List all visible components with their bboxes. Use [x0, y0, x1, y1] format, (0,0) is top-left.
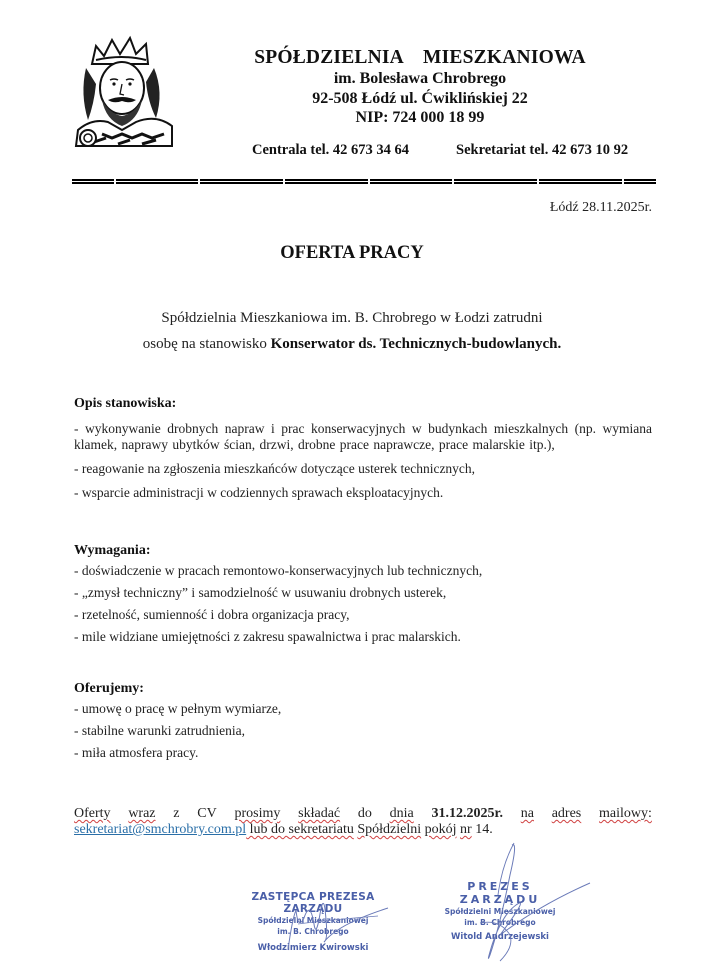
- stamp-org: Spółdzielni Mieszkaniowej: [257, 916, 369, 925]
- closing-text: 14.: [471, 822, 493, 837]
- list-item: - miła atmosfera pracy.: [74, 745, 199, 760]
- closing-word: składać: [298, 806, 341, 821]
- document-date: Łódź 28.11.2025r.: [549, 200, 652, 215]
- stamp-signatory-name: Włodzimierz Kwirowski: [257, 943, 369, 953]
- phone-secretary: Sekretariat tel. 42 673 10 92: [456, 142, 629, 158]
- job-position: Konserwator ds. Technicznych-budowlanych.: [270, 336, 562, 352]
- deadline-date: 31.12.2025r.: [431, 806, 503, 821]
- section-offer: [74, 681, 652, 767]
- list-item: - wykonywanie drobnych napraw i prac konserwacyjnych w budynkach mieszkalnych (np. wymiana klamek, naprawy ubytków ścian, drzwi, drobne prace naprawcze, prace malarskie itp.),: [74, 421, 652, 452]
- closing-text: nr: [460, 822, 472, 837]
- stamp-title: ZASTĘPCA PREZESA ZARZĄDU: [251, 891, 375, 915]
- list-item: - umowę o pracę w pełnym wymiarze,: [74, 701, 282, 716]
- cooperative-nip: NIP: 724 000 18 99: [355, 109, 485, 126]
- stamp-title: PREZES ZARZĄDU: [459, 880, 541, 906]
- stamp-patron: im. B. Chrobrego: [464, 918, 536, 927]
- list-item: - doświadczenie w pracach remontowo-konserwacyjnych lub technicznych,: [74, 563, 483, 578]
- cooperative-name: SPÓŁDZIELNIA MIESZKANIOWA: [254, 47, 586, 68]
- king-portrait-logo-icon: [72, 34, 174, 152]
- closing-text: sekretariatu: [288, 822, 354, 837]
- closing-word: adres: [551, 806, 582, 821]
- stamp-org: Spółdzielni Mieszkaniowej: [444, 907, 556, 916]
- section-heading: Oferujemy:: [74, 681, 144, 696]
- section-requirements: [74, 543, 652, 651]
- stamp-deputy-president: [240, 891, 386, 953]
- cooperative-address: 92-508 Łódź ul. Ćwiklińskiej 22: [312, 89, 528, 107]
- section-heading: Wymagania:: [74, 543, 151, 558]
- closing-word: Oferty: [74, 806, 111, 821]
- closing-word: do: [357, 806, 372, 821]
- list-item: - stabilne warunki zatrudnienia,: [74, 723, 245, 738]
- stamp-signatory-name: Witold Andrzejewski: [451, 932, 549, 942]
- closing-text: pokój: [424, 822, 457, 837]
- closing-word: wraz: [128, 806, 156, 821]
- list-item: - reagowanie na zgłoszenia mieszkańców dotyczące usterek technicznych,: [74, 461, 476, 476]
- closing-line-2: [74, 822, 652, 838]
- closing-word: mailowy:: [599, 806, 652, 821]
- closing-text: lub do: [246, 822, 289, 837]
- closing-word: CV: [197, 806, 217, 821]
- closing-word: dnia: [389, 806, 414, 821]
- closing-text: Spółdzielni: [357, 822, 422, 837]
- email-link[interactable]: sekretariat@smchrobry.com.pl: [74, 822, 247, 837]
- closing-word: na: [520, 806, 534, 821]
- stamp-patron: im. B. Chrobrego: [277, 927, 349, 936]
- closing-word: prosimy: [234, 806, 281, 821]
- closing-line-1: [74, 806, 652, 822]
- list-item: - „zmysł techniczny” i samodzielność w usuwaniu drobnych usterek,: [74, 585, 447, 600]
- header-separator: [72, 179, 656, 184]
- list-item: - mile widziane umiejętności z zakresu spawalnictwa i prac malarskich.: [74, 629, 461, 644]
- list-item: - wsparcie administracji w codziennych sprawach eksploatacyjnych.: [74, 485, 444, 500]
- section-heading: Opis stanowiska:: [74, 396, 177, 411]
- page-title: OFERTA PRACY: [280, 243, 424, 263]
- letterhead: [240, 47, 600, 128]
- intro-line-2: [0, 336, 704, 353]
- intro-line-1: Spółdzielnia Mieszkaniowa im. B. Chrobrego w Łodzi zatrudni: [161, 310, 543, 326]
- closing-paragraph: [74, 806, 652, 838]
- section-job-description: [74, 396, 652, 509]
- list-item: - rzetelność, sumienność i dobra organizacja pracy,: [74, 607, 350, 622]
- stamp-president: [436, 880, 564, 942]
- cooperative-patron: im. Bolesława Chrobrego: [333, 70, 507, 87]
- closing-word: z: [173, 806, 180, 821]
- phone-central: Centrala tel. 42 673 34 64: [252, 142, 410, 158]
- intro-prefix: osobę na stanowisko: [142, 336, 271, 352]
